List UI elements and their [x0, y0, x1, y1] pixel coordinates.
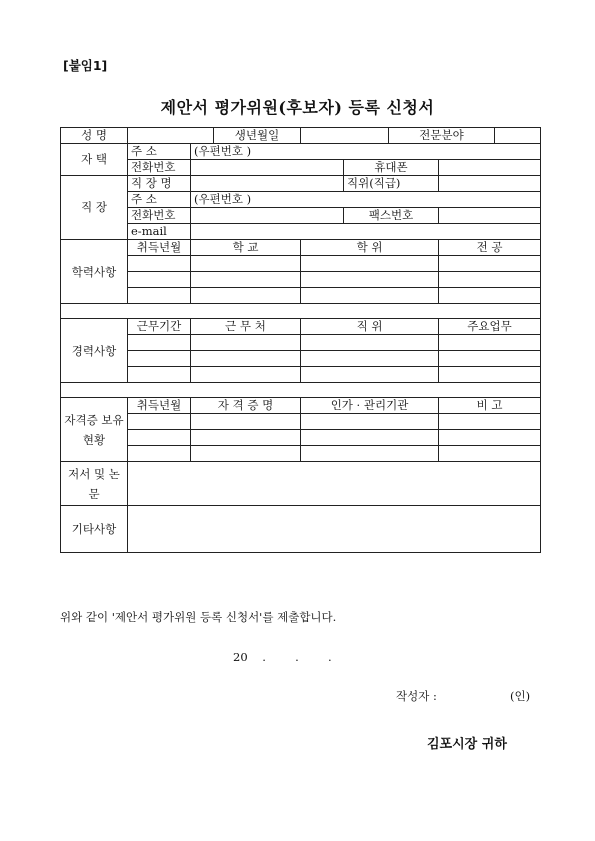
career-cell[interactable] — [191, 367, 301, 383]
work-fax-field[interactable] — [439, 208, 541, 224]
application-form-table — [60, 127, 541, 553]
career-cell[interactable] — [128, 351, 191, 367]
career-cell[interactable] — [128, 335, 191, 351]
career-row — [61, 335, 541, 351]
home-address-field[interactable]: (우편번호 ) — [191, 144, 541, 160]
license-cell[interactable] — [439, 414, 541, 430]
education-cell[interactable] — [128, 256, 191, 272]
career-section-label: 경력사항 — [61, 319, 128, 383]
career-cell[interactable] — [301, 335, 439, 351]
education-header-school: 학 교 — [191, 240, 301, 256]
work-email-row — [61, 224, 541, 240]
career-header-workplace: 근 무 처 — [191, 319, 301, 335]
license-header-name: 자 격 증 명 — [191, 398, 301, 414]
license-cell[interactable] — [128, 414, 191, 430]
career-cell[interactable] — [191, 351, 301, 367]
education-cell[interactable] — [301, 288, 439, 304]
education-header-row — [61, 240, 541, 256]
work-address-field[interactable]: (우편번호 ) — [191, 192, 541, 208]
career-cell[interactable] — [301, 351, 439, 367]
license-cell[interactable] — [439, 446, 541, 462]
other-field[interactable] — [128, 506, 541, 553]
career-cell[interactable] — [128, 367, 191, 383]
work-phone-label: 전화번호 — [128, 208, 191, 224]
license-section-label: 자격증 보유현황 — [61, 398, 128, 462]
name-label: 성 명 — [61, 128, 128, 144]
name-field[interactable] — [128, 128, 214, 144]
career-cell[interactable] — [439, 367, 541, 383]
career-header-position: 직 위 — [301, 319, 439, 335]
license-cell[interactable] — [301, 414, 439, 430]
work-address-row — [61, 192, 541, 208]
education-cell[interactable] — [439, 272, 541, 288]
career-row — [61, 351, 541, 367]
home-section-label: 자 택 — [61, 144, 128, 176]
section-spacer-row — [61, 383, 541, 398]
publications-row — [61, 462, 541, 506]
home-phone-row — [61, 160, 541, 176]
career-header-period: 근무기간 — [128, 319, 191, 335]
education-cell[interactable] — [191, 256, 301, 272]
license-header-note: 비 고 — [439, 398, 541, 414]
submission-statement: 위와 같이 '제안서 평가위원 등록 신청서'를 제출합니다. — [60, 610, 337, 624]
birth-field[interactable] — [301, 128, 389, 144]
home-phone-label: 전화번호 — [128, 160, 191, 176]
work-email-field[interactable] — [191, 224, 541, 240]
work-position-field[interactable] — [439, 176, 541, 192]
addressee: 김포시장 귀하 — [427, 737, 507, 752]
writer-label: 작성자 : — [396, 689, 437, 703]
education-row — [61, 272, 541, 288]
seal-label: (인) — [510, 689, 531, 703]
license-cell[interactable] — [128, 446, 191, 462]
license-header-row — [61, 398, 541, 414]
education-cell[interactable] — [191, 272, 301, 288]
education-cell[interactable] — [191, 288, 301, 304]
other-label: 기타사항 — [61, 506, 128, 553]
career-cell[interactable] — [191, 335, 301, 351]
basic-info-row — [61, 128, 541, 144]
field-field[interactable] — [495, 128, 541, 144]
home-phone-field[interactable] — [191, 160, 344, 176]
section-spacer-row — [61, 304, 541, 319]
education-row — [61, 288, 541, 304]
work-position-label: 직위(직급) — [344, 176, 439, 192]
career-cell[interactable] — [439, 335, 541, 351]
work-company-row — [61, 176, 541, 192]
education-cell[interactable] — [439, 256, 541, 272]
work-company-field[interactable] — [191, 176, 344, 192]
education-header-date: 취득년월 — [128, 240, 191, 256]
education-row — [61, 256, 541, 272]
license-cell[interactable] — [301, 446, 439, 462]
license-cell[interactable] — [128, 430, 191, 446]
education-header-major: 전 공 — [439, 240, 541, 256]
work-company-label: 직 장 명 — [128, 176, 191, 192]
education-cell[interactable] — [128, 288, 191, 304]
license-header-date: 취득년월 — [128, 398, 191, 414]
publications-field[interactable] — [128, 462, 541, 506]
home-mobile-label: 휴대폰 — [344, 160, 439, 176]
license-row — [61, 430, 541, 446]
home-address-row — [61, 144, 541, 160]
education-header-degree: 학 위 — [301, 240, 439, 256]
work-phone-row — [61, 208, 541, 224]
license-row — [61, 446, 541, 462]
date-line[interactable]: 20 . . . — [233, 650, 332, 664]
career-header-duties: 주요업무 — [439, 319, 541, 335]
work-section-label: 직 장 — [61, 176, 128, 240]
career-cell[interactable] — [301, 367, 439, 383]
home-mobile-field[interactable] — [439, 160, 541, 176]
field-label: 전문분야 — [389, 128, 495, 144]
license-cell[interactable] — [191, 446, 301, 462]
birth-label: 생년월일 — [214, 128, 301, 144]
attachment-label: [붙임1] — [63, 58, 108, 73]
work-phone-field[interactable] — [191, 208, 344, 224]
home-address-label: 주 소 — [128, 144, 191, 160]
license-row — [61, 414, 541, 430]
other-row — [61, 506, 541, 553]
license-header-agency: 인가 · 관리기관 — [301, 398, 439, 414]
license-cell[interactable] — [191, 430, 301, 446]
education-cell[interactable] — [439, 288, 541, 304]
license-cell[interactable] — [301, 430, 439, 446]
career-row — [61, 367, 541, 383]
education-cell[interactable] — [301, 272, 439, 288]
form-title: 제안서 평가위원(후보자) 등록 신청서 — [160, 98, 435, 117]
education-section-label: 학력사항 — [61, 240, 128, 304]
work-email-label: e-mail — [128, 224, 191, 240]
license-cell[interactable] — [191, 414, 301, 430]
publications-label: 저서 및 논문 — [61, 462, 128, 506]
work-fax-label: 팩스번호 — [344, 208, 439, 224]
education-cell[interactable] — [301, 256, 439, 272]
education-cell[interactable] — [128, 272, 191, 288]
career-cell[interactable] — [439, 351, 541, 367]
license-cell[interactable] — [439, 430, 541, 446]
work-address-label: 주 소 — [128, 192, 191, 208]
career-header-row — [61, 319, 541, 335]
